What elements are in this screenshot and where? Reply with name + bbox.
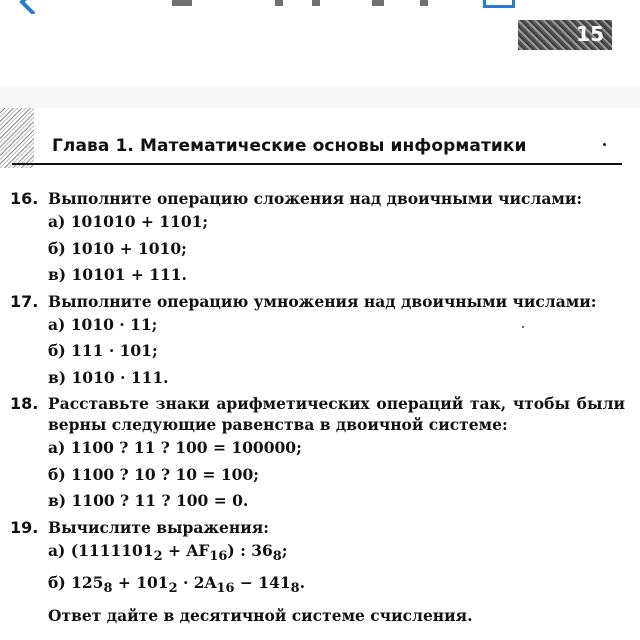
page-separator [0, 86, 640, 108]
option-c: в) 1010 · 111. [48, 367, 169, 387]
problem-text: Вычислите выражения: [48, 517, 269, 537]
problem-text: Выполните операцию умножения над двоичными числами: [48, 291, 597, 311]
problem-16 [10, 188, 625, 289]
problem-number: 16. [10, 189, 39, 208]
top-scan-strip [0, 0, 640, 87]
option-c: в) 1100 ? 11 ? 100 = 0. [48, 491, 249, 510]
scan-speck [603, 143, 606, 146]
problem-18 [10, 393, 625, 515]
option-b: б) $125_8 + 101_2 \cdot 2A_{16} - 141_8$. [48, 573, 306, 597]
option-c: в) 10101 + 111. [48, 265, 187, 284]
option-b: б) 1100 ? 10 ? 10 = 100; [48, 464, 259, 484]
thumbnail-badge: 15 [576, 22, 604, 46]
problem-number: 19. [10, 517, 39, 537]
answer-note: Ответ дайте в десятичной системе счисления. [48, 605, 473, 625]
scan-dash [312, 0, 320, 6]
scan-dash [172, 0, 192, 6]
option-a: а) 1100 ? 11 ? 100 = 100000; [48, 438, 302, 457]
problem-text-line: верны следующие равенства в двоичной системе: [48, 415, 508, 434]
scan-dash [275, 0, 283, 6]
option-a: а) 101010 + 1101; [48, 212, 209, 231]
back-arrow-icon[interactable] [14, 0, 42, 14]
scan-dash [420, 0, 428, 6]
option-a: а) 1010 · 11; [48, 314, 158, 334]
scan-corner-texture [0, 108, 34, 168]
problem-list [10, 188, 625, 629]
problem-number: 17. [10, 291, 39, 311]
scan-speck [522, 326, 524, 328]
photo-thumbnail [518, 20, 612, 50]
option-b: б) 1010 + 1010; [48, 238, 187, 258]
problem-17 [10, 291, 625, 392]
window-square-icon[interactable] [483, 0, 515, 8]
header-rule [12, 163, 622, 165]
problem-text: Выполните операцию сложения над двоичными числами: [48, 189, 583, 208]
option-b: б) 111 · 101; [48, 341, 158, 360]
problem-text [48, 393, 625, 435]
chapter-title: Глава 1. Математические основы информатики [52, 136, 527, 156]
textbook-page [0, 108, 640, 640]
problem-text-line: Расставьте знаки арифметических операций так, чтобы были [48, 394, 625, 413]
scan-dash [372, 0, 384, 6]
option-a: а) $(1111101_2 + AF_{16})$ : $36_8$; [48, 540, 288, 564]
problem-19 [10, 517, 625, 630]
problem-number: 18. [10, 394, 39, 413]
